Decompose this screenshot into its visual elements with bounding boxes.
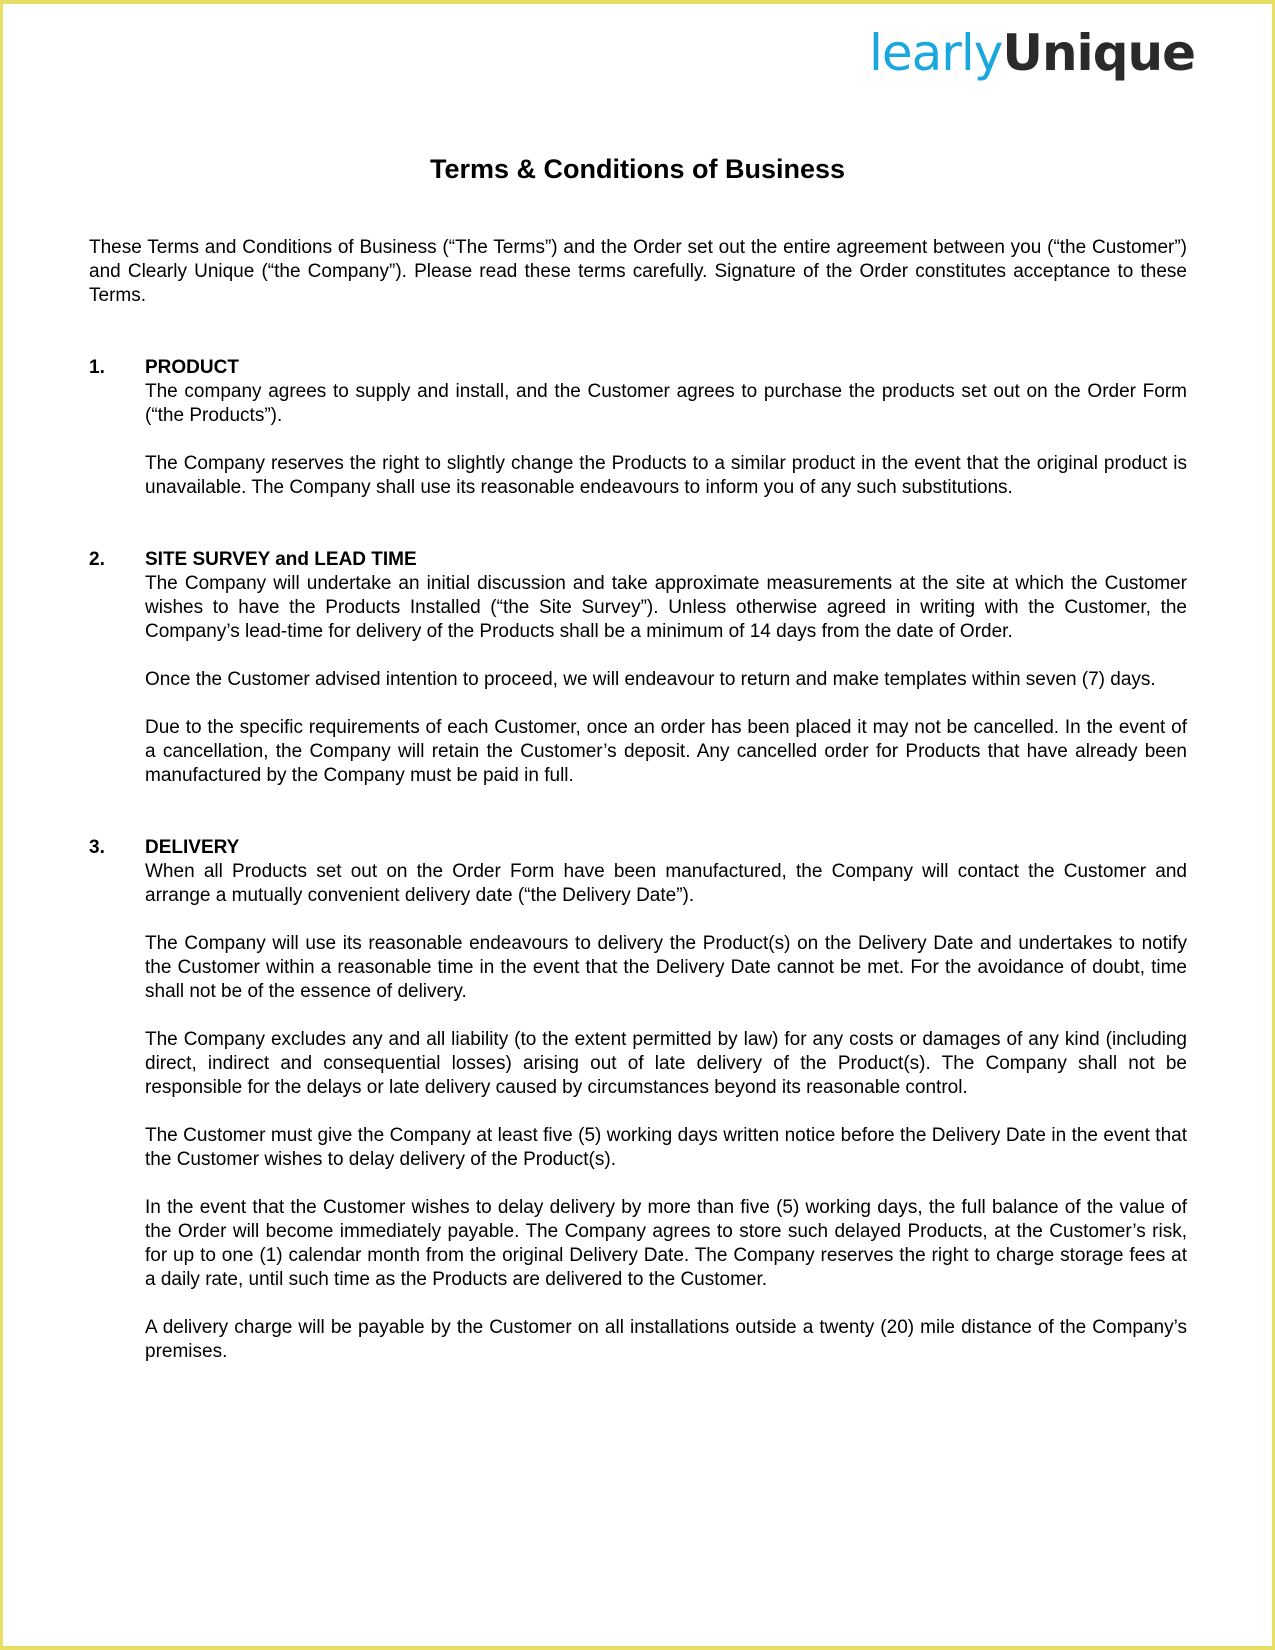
section-delivery (89, 836, 1187, 1364)
section-paragraph: Due to the specific requirements of each Customer, once an order has been placed it may not be cancelled. In the event of a cancellation, the Company will retain the Customer’s deposit. Any cancelled order for Products that have already been manufactured by the Company must be paid in full. (145, 717, 1187, 786)
section-paragraph: The Company reserves the right to slightly change the Products to a similar product in the event that the original product is unavailable. The Company shall use its reasonable endeavours to inform you of any such substitutions. (145, 453, 1187, 498)
section-paragraph: The Customer must give the Company at least five (5) working days written notice before the Delivery Date in the event that the Customer wishes to delay delivery of the Product(s). (145, 1125, 1187, 1170)
section-paragraph: Once the Customer advised intention to proceed, we will endeavour to return and make templates within seven (7) days. (145, 669, 1156, 690)
section-body (145, 548, 1187, 788)
document-body (89, 236, 1187, 1364)
section-number: 2. (89, 549, 105, 570)
section-product (89, 356, 1187, 500)
section-body (145, 356, 1187, 500)
section-paragraph: The Company excludes any and all liability (to the extent permitted by law) for any costs or damages of any kind (including direct, indirect and consequential losses) arising out of late delivery of the Product(s). The Company shall not be responsible for the delays or late delivery caused by circumstances beyond its reasonable control. (145, 1029, 1187, 1098)
section-heading: DELIVERY (145, 837, 240, 858)
logo-text-unique: Unique (1002, 24, 1195, 82)
section-paragraph: The Company will undertake an initial discussion and take approximate measurements at the site at which the Customer wishes to have the Products Installed (“the Site Survey”). Unless otherwise agreed in writing with the Customer, the Company’s lead-time for delivery of the Products shall be a minimum of 14 days from the date of Order. (145, 573, 1187, 642)
document-title: Terms & Conditions of Business (429, 154, 846, 184)
logo-text-learly: learly (869, 24, 1003, 82)
section-paragraph: When all Products set out on the Order Form have been manufactured, the Company will contact the Customer and arrange a mutually convenient delivery date (“the Delivery Date”). (145, 861, 1187, 906)
section-body (145, 836, 1187, 1364)
section-number: 3. (89, 837, 105, 858)
section-paragraph: In the event that the Customer wishes to delay delivery by more than five (5) working days, the full balance of the value of the Order will become immediately payable. The Company agrees to store such delayed Products, at the Customer’s risk, for up to one (1) calendar month from the original Delivery Date. The Company reserves the right to charge storage fees at a daily rate, until such time as the Products are delivered to the Customer. (145, 1197, 1187, 1290)
section-site-survey (89, 548, 1187, 788)
intro-paragraph: These Terms and Conditions of Business (“The Terms”) and the Order set out the entire agreement between you (“the Customer”) and Clearly Unique (“the Company”). Please read these terms carefully. Signature of the Order constitutes acceptance to these Terms. (89, 237, 1187, 306)
section-number: 1. (89, 357, 105, 378)
section-heading: SITE SURVEY and LEAD TIME (145, 549, 417, 570)
section-paragraph: The company agrees to supply and install, and the Customer agrees to purchase the products set out on the Order Form (“the Products”). (145, 381, 1187, 426)
section-heading: PRODUCT (145, 357, 239, 378)
section-paragraph: The Company will use its reasonable endeavours to delivery the Product(s) on the Delivery Date and undertakes to notify the Customer within a reasonable time in the event that the Delivery Date cannot be met. For the avoidance of doubt, time shall not be of the essence of delivery. (145, 933, 1187, 1002)
company-logo (869, 24, 1195, 82)
section-paragraph: A delivery charge will be payable by the Customer on all installations outside a twenty (20) mile distance of the Company’s premises. (145, 1317, 1187, 1362)
